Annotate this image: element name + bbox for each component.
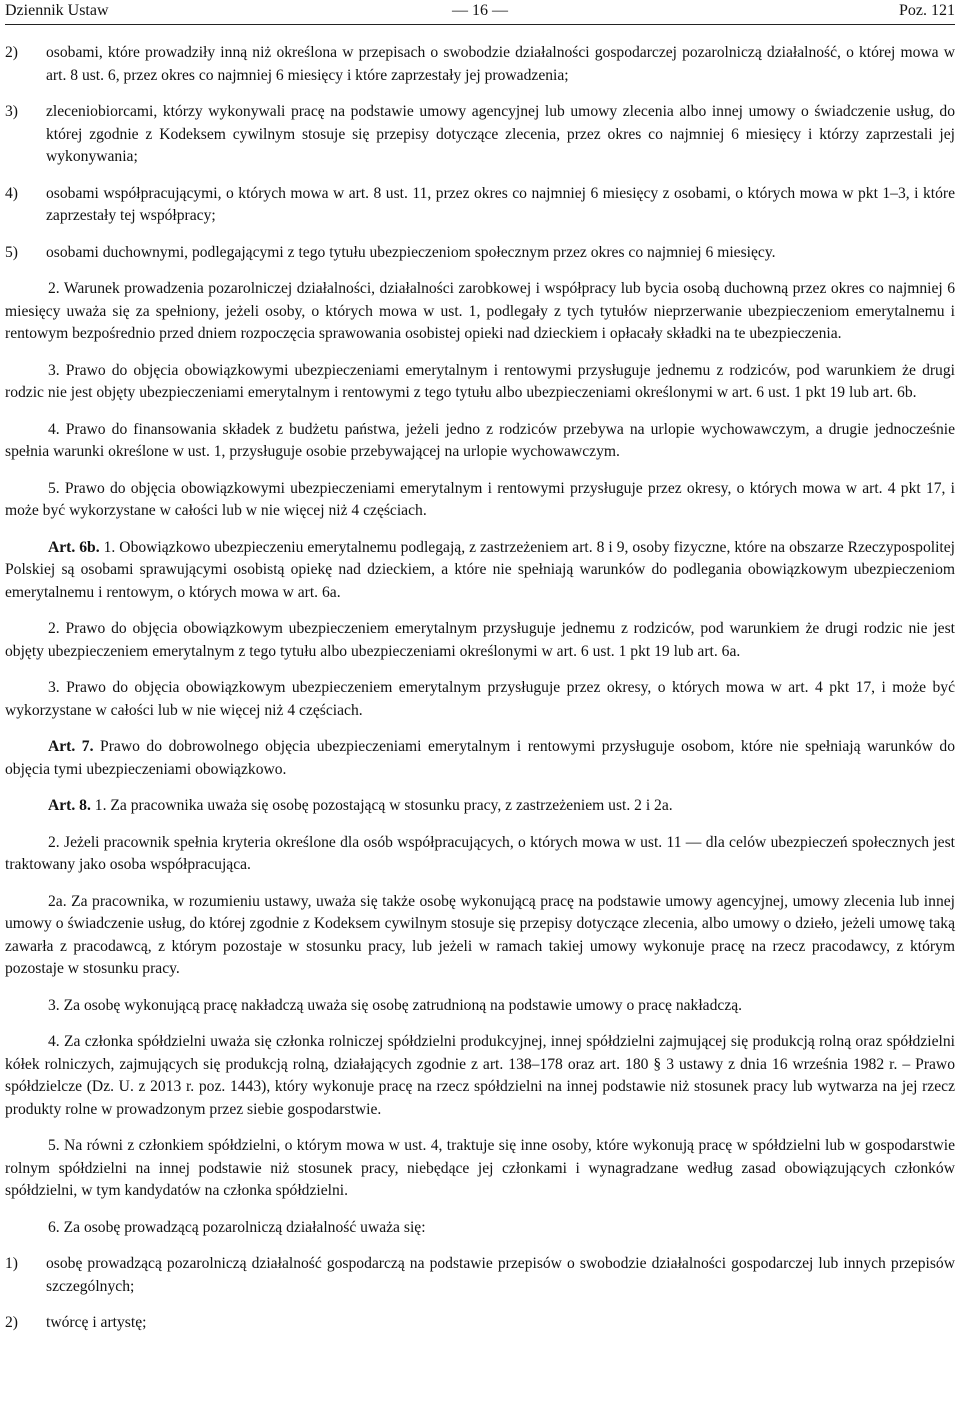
paragraph bbox=[5, 1135, 955, 1203]
paragraph-text: 5. Na równi z członkiem spółdzielni, o którym mowa w ust. 4, traktuje się inne osoby, które wykonują pracę w spółdzielni lub w gospodarstwie rolnym spółdzielni na innej podstawie niż stosunek pracy, niebędące jej członkami i wynagradzane według zasad obowiązujących członków spółdzielni, w tym kandydatów na członka spółdzielni. bbox=[5, 1137, 955, 1199]
paragraph-text: 6. Za osobę prowadzącą pozarolniczą działalność uważa się: bbox=[48, 1218, 426, 1236]
paragraph bbox=[5, 1217, 955, 1240]
list-item-text: osobami, które prowadziły inną niż określona w przepisach o swobodzie działalności gospodarczej pozarolniczą działalność, o której mowa w art. 8 ust. 6, przez okres co najmniej 6 miesięcy i które zaprzestały jej prowadzenia; bbox=[46, 44, 955, 84]
paragraph-text: 1. Obowiązkowo ubezpieczeniu emerytalnemu podlegają, z zastrzeżeniem art. 8 i 9, osoby fizyczne, które na obszarze Rzeczypospolitej Polskiej są osobami sprawującymi osobistą opiekę nad dzieckiem, a które nie spełniają warunków do podlegania obowiązkowym ubezpieczeniom emerytalnemu i rentowym, o których mowa w art. 6a. bbox=[5, 538, 955, 601]
list-item-number: 2) bbox=[5, 1314, 18, 1331]
article-paragraph bbox=[5, 736, 955, 781]
paragraph-text: 3. Za osobę wykonującą pracę nakładczą uważa się osobę zatrudnioną na podstawie umowy o pracę nakładczą. bbox=[48, 996, 743, 1014]
list-item-text: osobę prowadzącą pozarolniczą działalność gospodarczą na podstawie przepisów o swobodzie działalności gospodarczej lub innych przepisów szczególnych; bbox=[46, 1255, 955, 1295]
list-item bbox=[5, 242, 955, 265]
list-item bbox=[5, 101, 955, 169]
list-item-number: 5) bbox=[5, 243, 18, 261]
article-heading: Art. 7. bbox=[48, 738, 94, 755]
list-item-number: 2) bbox=[5, 44, 18, 61]
paragraph bbox=[5, 618, 955, 663]
article-heading: Art. 6b. bbox=[48, 538, 100, 556]
paragraph bbox=[5, 478, 955, 523]
paragraph-text: 2. Warunek prowadzenia pozarolniczej działalności, działalności zarobkowej i współpracy lub bycia osobą duchowną przez okres co najmniej 6 miesięcy uważa się za spełniony, jeżeli osoby, o których mowa w ust. 1, podlegały z tych tytułów nieprzerwanie ubezpieczeniom emerytalnemu i rentowym bezpośrednio przed dniem rozpoczęcia sprawowania osobistej opieki nad dzieckiem i opłacały składki na te ubezpieczenia. bbox=[5, 280, 955, 342]
article-paragraph bbox=[5, 537, 955, 605]
paragraph bbox=[5, 360, 955, 405]
list-item-text: osobami duchownymi, podlegającymi z tego tytułu ubezpieczeniom społecznym przez okres co najmniej 6 miesięcy. bbox=[46, 243, 776, 261]
article-heading: Art. 8. bbox=[48, 797, 91, 814]
paragraph bbox=[5, 832, 955, 877]
paragraph bbox=[5, 677, 955, 722]
list-item-number: 4) bbox=[5, 184, 18, 202]
list-item-number: 3) bbox=[5, 103, 18, 120]
header-rule bbox=[5, 24, 955, 25]
paragraph bbox=[5, 891, 955, 981]
list-item-number: 1) bbox=[5, 1255, 18, 1272]
journal-name: Dziennik Ustaw bbox=[5, 2, 109, 19]
paragraph-text: 3. Prawo do objęcia obowiązkowym ubezpieczeniem emerytalnym przysługuje przez okresy, o których mowa w art. 4 pkt 17, i może być wykorzystane w całości lub w nie więcej niż 4 częściach. bbox=[5, 679, 955, 719]
list-item bbox=[5, 42, 955, 87]
paragraph-text: 3. Prawo do objęcia obowiązkowymi ubezpieczeniami emerytalnym i rentowymi przysługuje jednemu z rodziców, pod warunkiem że drugi rodzic nie jest objęty ubezpieczeniami emerytalnym i rentowymi z tego tytułu albo ubezpieczeniami określonymi w art. 6 ust. 1 pkt 19 lub art. 6b. bbox=[5, 361, 955, 401]
paragraph-text: 2. Jeżeli pracownik spełnia kryteria określone dla osób współpracujących, o których mowa w ust. 11 — dla celów ubezpieczeń społecznych jest traktowany jako osoba współpracująca. bbox=[5, 833, 955, 873]
paragraph bbox=[5, 278, 955, 346]
position-number: Poz. 121 bbox=[899, 2, 955, 19]
document-body bbox=[5, 42, 955, 1349]
list-item bbox=[5, 183, 955, 228]
list-item bbox=[5, 1253, 955, 1298]
list-item-text: osobami współpracującymi, o których mowa w art. 8 ust. 11, przez okres co najmniej 6 miesięcy z osobami, o których mowa w pkt 1–3, i które zaprzestały tej współpracy; bbox=[46, 184, 955, 224]
paragraph-text: 2a. Za pracownika, w rozumieniu ustawy, uważa się także osobę wykonującą pracę na podstawie umowy agencyjnej, umowy zlecenia lub innej umowy o świadczenie usług, do której zgodnie z Kodeksem cywilnym stosuje się przepisy dotyczące zlecenia, albo umowy o dzieło, jeżeli umowę taką zawarła z pracodawcą, z którym pozostaje w stosunku pracy, lub jeżeli w ramach takiej umowy wykonuje pracę na rzecz pracodawcy, z którym pozostaje w stosunku pracy. bbox=[5, 892, 955, 977]
paragraph bbox=[5, 1031, 955, 1121]
paragraph-text: 5. Prawo do objęcia obowiązkowymi ubezpieczeniami emerytalnym i rentowymi przysługuje przez okresy, o których mowa w art. 4 pkt 17, i może być wykorzystane w całości lub w nie więcej niż 4 częściach. bbox=[5, 479, 955, 519]
list-item-text: zleceniobiorcami, którzy wykonywali pracę na podstawie umowy agencyjnej lub umowy zlecenia albo innej umowy o świadczenie usług, do której zgodnie z Kodeksem cywilnym stosuje się przepisy dotyczące zlecenia, przez okres co najmniej 6 miesięcy i którzy zaprzestali jej wykonywania; bbox=[46, 103, 955, 165]
paragraph-text: 1. Za pracownika uważa się osobę pozostającą w stosunku pracy, z zastrzeżeniem ust. 2 i 2a. bbox=[90, 797, 673, 814]
paragraph-text: Prawo do dobrowolnego objęcia ubezpieczeniami emerytalnym i rentowymi przysługuje osobom, które nie spełniają warunków do objęcia tymi ubezpieczeniami obowiązkowo. bbox=[5, 738, 955, 778]
list-item bbox=[5, 1312, 955, 1335]
page-number: — 16 — bbox=[452, 2, 508, 19]
list-item-text: twórcę i artystę; bbox=[46, 1314, 147, 1331]
paragraph-text: 2. Prawo do objęcia obowiązkowym ubezpieczeniem emerytalnym przysługuje jednemu z rodziców, pod warunkiem że drugi rodzic nie jest objęty ubezpieczeniem emerytalnym z tego tytułu albo ubezpieczeniami określonymi w art. 6 ust. 1 pkt 19 lub art. 6a. bbox=[5, 620, 955, 660]
paragraph-text: 4. Za członka spółdzielni uważa się członka rolniczej spółdzielni produkcyjnej, innej spółdzielni zajmującej się produkcją rolną oraz spółdzielni kółek rolniczych, zajmujących się produkcją rolną, działających zgodnie z art. 138–178 oraz art. 180 § 3 ustawy z dnia 16 września 1982 r. – Prawo spółdzielcze (Dz. U. z 2013 r. poz. 1443), który wykonuje pracę na rzecz spółdzielni na innej podstawie niż stosunek pracy lub wytwarza na jej rzecz produkty rolne w prowadzonym przez siebie gospodarstwie. bbox=[5, 1033, 955, 1118]
page-header bbox=[5, 0, 955, 22]
article-paragraph bbox=[5, 795, 955, 818]
paragraph-text: 4. Prawo do finansowania składek z budżetu państwa, jeżeli jedno z rodziców przebywa na urlopie wychowawczym, a drugie jednocześnie spełnia warunki określone w ust. 1, przysługuje osobie przebywającej na urlopie wychowawczym. bbox=[5, 420, 955, 460]
paragraph bbox=[5, 419, 955, 464]
paragraph bbox=[5, 995, 955, 1018]
